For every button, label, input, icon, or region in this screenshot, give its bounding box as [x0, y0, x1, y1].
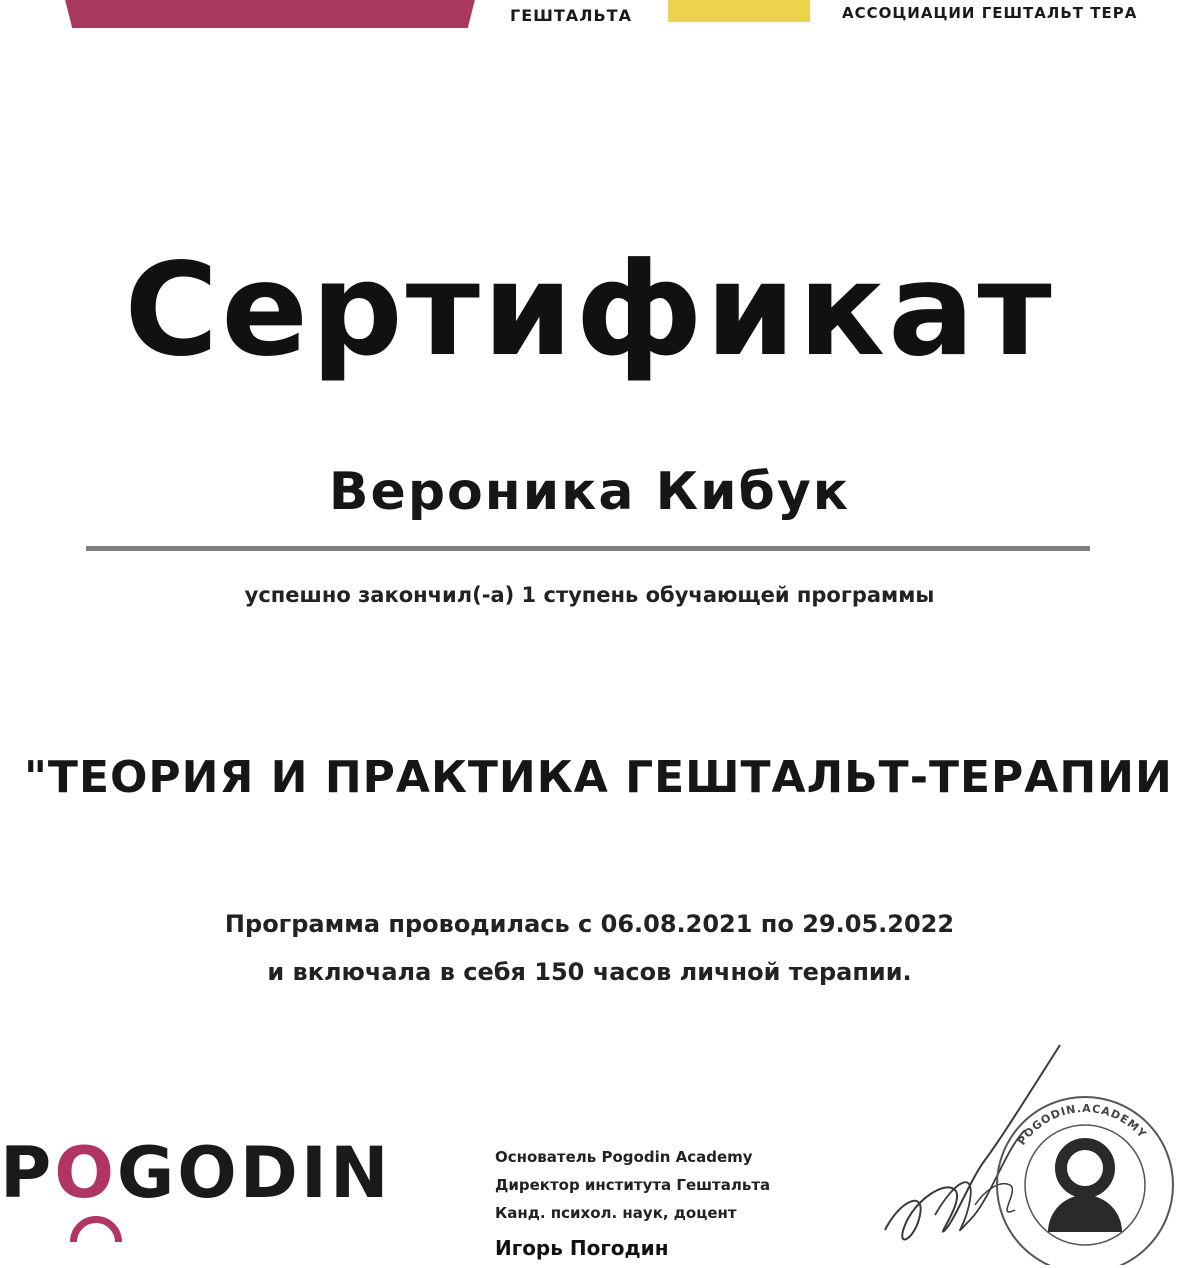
pogodin-logo	[0, 1132, 392, 1214]
logo-text-end: GODIN	[116, 1132, 392, 1214]
logo-o-letter: O	[54, 1132, 117, 1214]
stamp-text: POGODIN.ACADEMY	[1015, 1101, 1150, 1148]
header-institute-text: ГЕШТАЛЬТА	[510, 6, 632, 25]
founder-line: Основатель Pogodin Academy	[495, 1148, 753, 1166]
recipient-name: Вероника Кибук	[328, 462, 851, 522]
header-association-text: АССОЦИАЦИИ ГЕШТАЛЬТ ТЕРА	[842, 4, 1138, 22]
completion-text: успешно закончил(-а) 1 ступень обучающей программы	[244, 583, 935, 607]
academy-stamp-icon	[990, 1090, 1179, 1265]
header-logo-shape	[55, 0, 485, 28]
program-dates-line: Программа проводилась с 06.08.2021 по 29.05.2022	[224, 910, 955, 938]
certificate-title: Сертификат	[124, 236, 1055, 385]
logo-arc-icon	[70, 1216, 122, 1268]
program-hours-line: и включала в себя 150 часов личной терапии.	[267, 958, 912, 986]
header-yellow-logo	[668, 0, 810, 22]
logo-text-start: P	[0, 1132, 55, 1214]
program-title: "ТЕОРИЯ И ПРАКТИКА ГЕШТАЛЬТ-ТЕРАПИИ	[24, 752, 1173, 803]
founder-line: Канд. психол. наук, доцент	[495, 1204, 737, 1222]
name-underline	[86, 546, 1090, 551]
founder-name: Игорь Погодин	[495, 1236, 669, 1260]
founder-titles	[495, 1143, 770, 1227]
founder-line: Директор института Гештальта	[495, 1176, 771, 1194]
program-details	[0, 900, 1179, 996]
